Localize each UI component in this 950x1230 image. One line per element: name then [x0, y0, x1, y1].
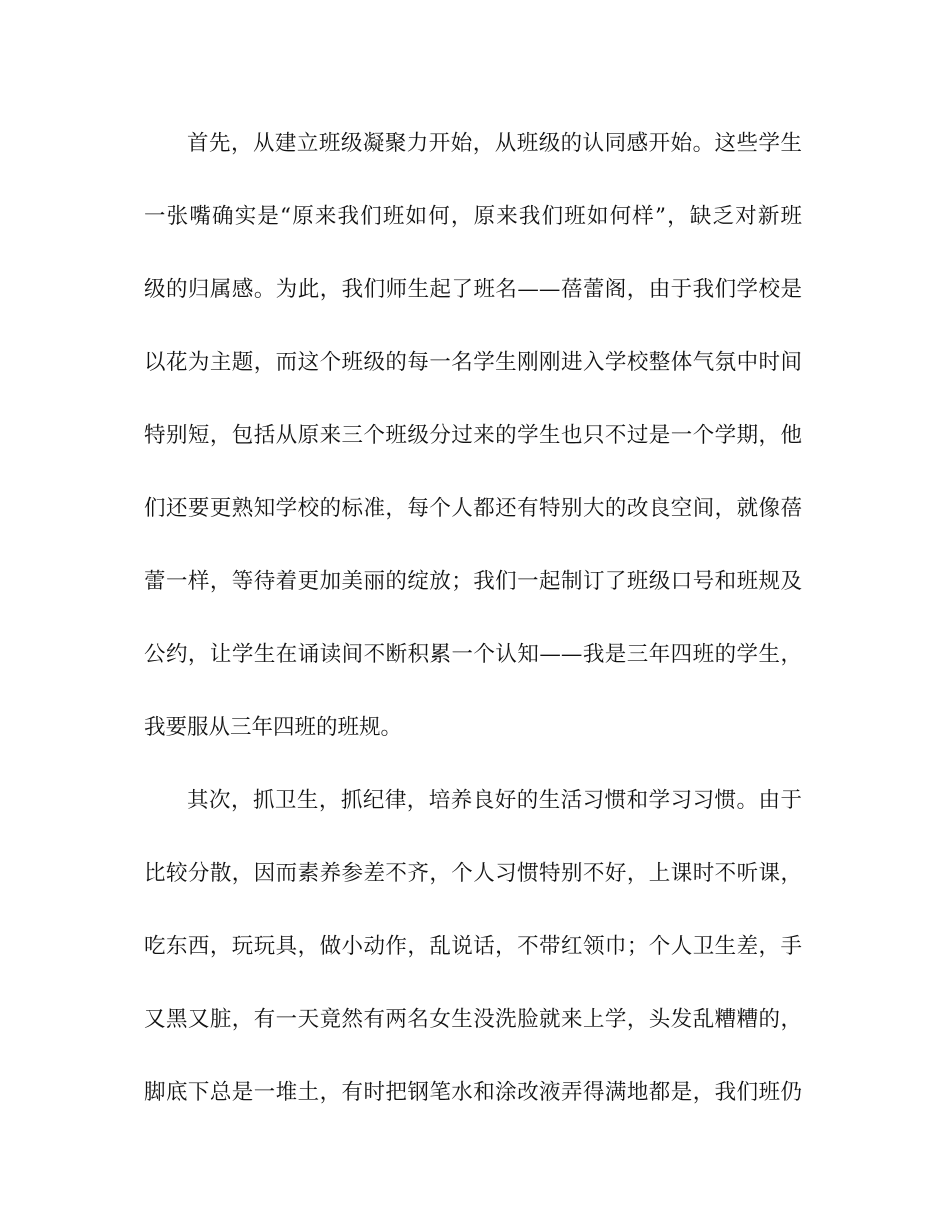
paragraph-1-line: 公约，让学生在诵读间不断积累一个认知——我是三年四班的学生，: [144, 642, 802, 667]
paragraph-1-line: 以花为主题，而这个班级的每一名学生刚刚进入学校整体气氛中时间: [144, 350, 802, 375]
paragraph-1-line: 级的归属感。为此，我们师生起了班名——蓓蕾阁，由于我们学校是: [144, 277, 802, 302]
paragraph-2-line: 比较分散，因而素养参差不齐，个人习惯特别不好，上课时不听课，: [144, 861, 802, 886]
document-body: [144, 124, 802, 1146]
paragraph-1-line: 们还要更熟知学校的标准，每个人都还有特别大的改良空间，就像蓓: [144, 496, 802, 521]
paragraph-1-line: 特别短，包括从原来三个班级分过来的学生也只不过是一个学期，他: [144, 423, 802, 448]
paragraph-1-line: 一张嘴确实是“原来我们班如何，原来我们班如何样”，缺乏对新班: [144, 204, 802, 229]
paragraph-1-line: 蕾一样，等待着更加美丽的绽放；我们一起制订了班级口号和班规及: [144, 569, 802, 594]
paragraph-1-line: 我要服从三年四班的班规。: [144, 715, 403, 740]
paragraph-2-line: 又黑又脏，有一天竟然有两名女生没洗脸就来上学，头发乱糟糟的，: [144, 1007, 802, 1032]
paragraph-2-line: 脚底下总是一堆土，有时把钢笔水和涂改液弄得满地都是，我们班仍: [144, 1080, 802, 1105]
paragraph-1-line: 首先，从建立班级凝聚力开始，从班级的认同感开始。这些学生: [187, 131, 802, 156]
paragraph-2-line: 吃东西，玩玩具，做小动作，乱说话，不带红领巾；个人卫生差，手: [144, 934, 802, 959]
paragraph-2-line: 其次，抓卫生，抓纪律，培养良好的生活习惯和学习习惯。由于: [187, 788, 802, 813]
